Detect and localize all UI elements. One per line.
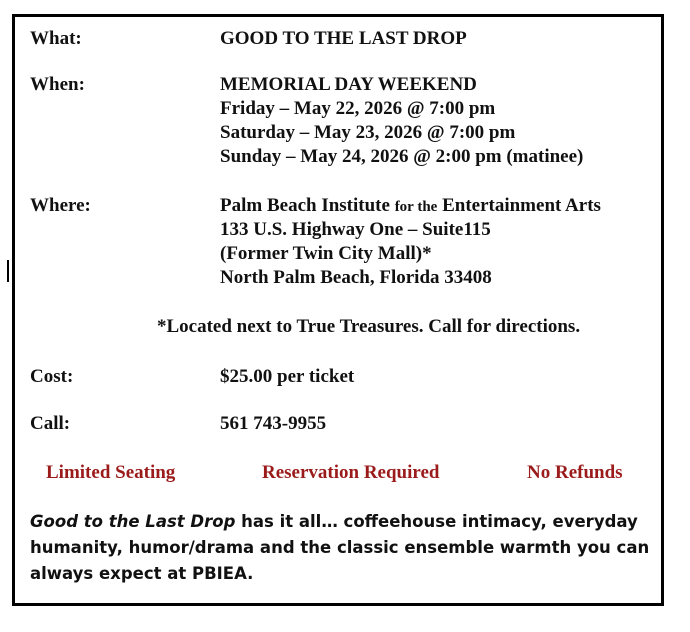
call-label: Call: xyxy=(30,413,71,434)
address-line-3: North Palm Beach, Florida 33408 xyxy=(220,267,492,288)
venue-name-b: for the xyxy=(394,199,438,215)
address-line-1: 133 U.S. Highway One – Suite115 xyxy=(220,219,491,240)
venue-name-a: Palm Beach Institute xyxy=(220,195,390,216)
cost-label: Cost: xyxy=(30,366,74,387)
when-line-4: Sunday – May 24, 2026 @ 2:00 pm (matinee) xyxy=(220,146,584,167)
description-text: has it all… coffeehouse intimacy, everyday humanity, humor/drama and the classic ensemble warmth you can always expect at PBIEA. xyxy=(30,512,650,583)
notice-limited-seating: Limited Seating xyxy=(46,462,176,483)
cost-value: $25.00 per ticket xyxy=(220,366,355,387)
description-title: Good to the Last Drop xyxy=(30,512,236,531)
venue-name-c: Entertainment Arts xyxy=(442,195,601,216)
margin-mark xyxy=(7,260,9,282)
notice-no-refunds: No Refunds xyxy=(527,462,623,483)
when-line-2: Friday – May 22, 2026 @ 7:00 pm xyxy=(220,98,496,119)
when-line-1: MEMORIAL DAY WEEKEND xyxy=(220,74,477,95)
event-title: GOOD TO THE LAST DROP xyxy=(220,28,467,49)
address-line-2: (Former Twin City Mall)* xyxy=(220,243,432,264)
phone-number: 561 743-9955 xyxy=(220,413,327,434)
venue-name xyxy=(220,194,601,219)
where-label: Where: xyxy=(30,195,91,216)
when-line-3: Saturday – May 23, 2026 @ 7:00 pm xyxy=(220,122,516,143)
location-note: *Located next to True Treasures. Call for directions. xyxy=(157,316,581,337)
description-paragraph xyxy=(30,509,662,587)
notice-reservation-required: Reservation Required xyxy=(262,462,440,483)
when-label: When: xyxy=(30,74,85,95)
event-flyer xyxy=(12,14,664,606)
what-label: What: xyxy=(30,28,82,49)
